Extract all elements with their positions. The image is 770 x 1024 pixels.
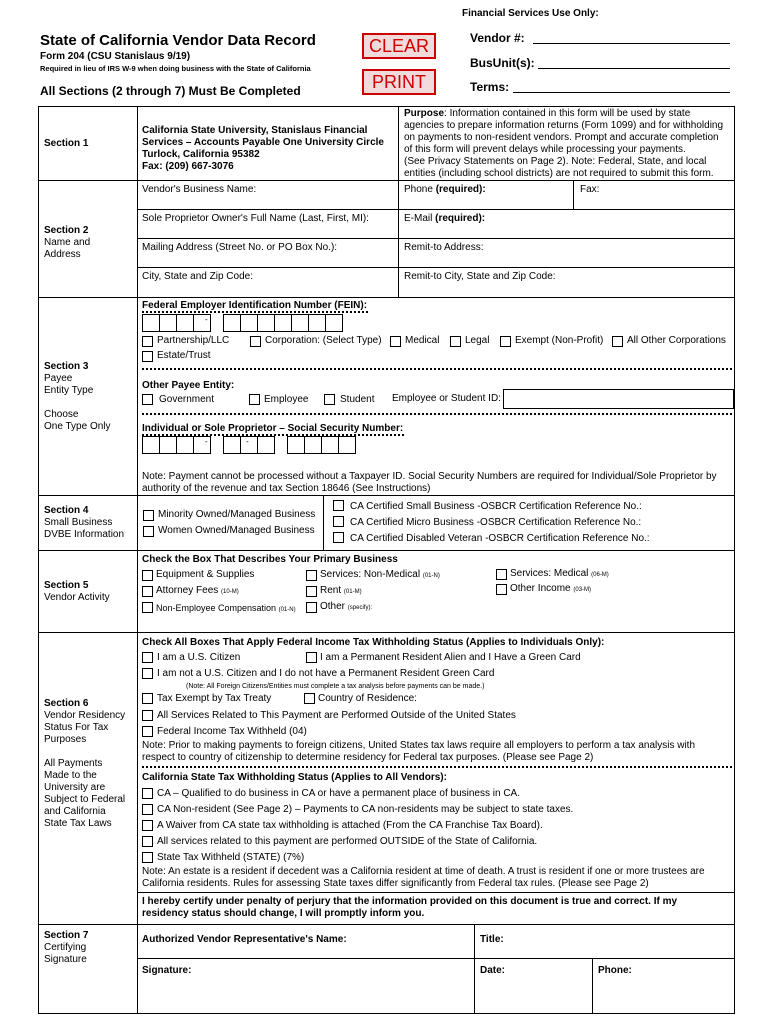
fein-label: Federal Employer Identification Number (FEIN): <box>142 300 368 311</box>
ca-waiver-label: A Waiver from CA state tax withholding is attached (From the CA Franchise Tax Board). <box>157 820 543 831</box>
print-button[interactable]: PRINT <box>362 69 436 95</box>
exempt-corp-checkbox[interactable] <box>500 336 511 347</box>
choose-label-1: Choose <box>44 409 79 420</box>
equipment-checkbox[interactable] <box>142 570 153 581</box>
section6-note-6: State Tax Laws <box>44 818 112 829</box>
state-withheld-label: State Tax Withheld (STATE) (7%) <box>157 852 305 863</box>
section4-top <box>38 495 735 496</box>
us-citizen-checkbox[interactable] <box>142 652 153 663</box>
section7-sublabel-1: Certifying <box>44 942 87 953</box>
rent-text: Rent <box>320 585 342 596</box>
section7-sublabel-2: Signature <box>44 954 87 965</box>
purpose-line2: agencies to prepare information returns (Form 1099) and for withholding <box>404 120 724 131</box>
city-state-zip-field[interactable]: City, State and Zip Code: <box>142 271 253 282</box>
student-label: Student <box>340 394 375 405</box>
country-residence-checkbox[interactable] <box>304 693 315 704</box>
outside-ca-checkbox[interactable] <box>142 836 153 847</box>
taxpayer-note-1: Note: Payment cannot be processed without a Taxpayer ID. Social Security Numbers are required for Individual/Sole Proprietor by <box>142 471 717 482</box>
rent-code: (01-M) <box>343 589 362 595</box>
sec7-row-divider <box>137 958 735 959</box>
sec2-row2-bottom <box>137 238 735 239</box>
mailing-address-field[interactable]: Mailing Address (Street No. or PO Box No.): <box>142 242 338 253</box>
busunit-line[interactable] <box>538 68 730 69</box>
section-label-divider <box>137 106 138 1014</box>
csu-address-line2: Services – Accounts Payable One University Circle <box>142 137 384 148</box>
section6-note-1: All Payments <box>44 758 103 769</box>
ca-withholding-heading: California State Tax Withholding Status (Applies to All Vendors): <box>142 772 447 783</box>
clear-button[interactable]: CLEAR <box>362 33 436 59</box>
services-medical-code: (06-M) <box>591 572 609 578</box>
non-employee-comp-text: Non-Employee Compensation <box>156 603 277 613</box>
section4-sublabel-2: DVBE Information <box>44 529 125 540</box>
sec2-row3-bottom <box>137 267 735 268</box>
corporation-label: Corporation: (Select Type) <box>265 335 382 346</box>
office-use-label: Financial Services Use Only: <box>462 8 599 19</box>
services-nonmedical-label <box>320 569 440 582</box>
other-activity-checkbox[interactable] <box>306 602 317 613</box>
services-medical-text: Services: Medical <box>510 568 589 579</box>
purpose-line5: (See Privacy Statements on Page 2). Note: Federal, State, and local <box>404 156 707 167</box>
ca-nonresident-checkbox[interactable] <box>142 804 153 815</box>
state-withheld-checkbox[interactable] <box>142 852 153 863</box>
federal-withheld-label: Federal Income Tax Withheld (04) <box>157 726 307 737</box>
terms-line[interactable] <box>513 92 730 93</box>
section6-note-2: Made to the <box>44 770 97 781</box>
federal-note-2: respect to country of citizenship to determine residency for Federal tax purposes. (Please see Page 2) <box>142 752 594 763</box>
other-corp-label: All Other Corporations <box>627 335 726 346</box>
estate-trust-label: Estate/Trust <box>157 350 211 361</box>
federal-withheld-checkbox[interactable] <box>142 726 153 737</box>
email-required: (required): <box>435 213 486 224</box>
medical-corp-checkbox[interactable] <box>390 336 401 347</box>
section3-top <box>38 297 735 298</box>
section7-label: Section 7 <box>44 930 89 941</box>
section5-sublabel: Vendor Activity <box>44 592 110 603</box>
exempt-corp-label: Exempt (Non-Profit) <box>515 335 604 346</box>
fax-field[interactable]: Fax: <box>580 184 600 195</box>
section3-sublabel-2: Entity Type <box>44 385 94 396</box>
form-bottom-border <box>38 1013 735 1014</box>
minority-owned-checkbox[interactable] <box>143 510 154 521</box>
vendor-number-label: Vendor #: <box>470 31 525 45</box>
section4-sublabel-1: Small Business <box>44 517 113 528</box>
government-checkbox[interactable] <box>142 394 153 405</box>
busunit-label: BusUnit(s): <box>470 56 535 70</box>
ca-small-business-checkbox[interactable] <box>333 500 344 511</box>
corporation-checkbox[interactable] <box>250 336 261 347</box>
section6-note-3: University are <box>44 782 106 793</box>
email-field[interactable] <box>404 213 485 225</box>
services-medical-label <box>510 568 609 581</box>
email-label: E-Mail <box>404 213 433 224</box>
tax-treaty-label: Tax Exempt by Tax Treaty <box>157 693 272 704</box>
permanent-resident-label: I am a Permanent Resident Alien and I Have a Green Card <box>320 652 581 663</box>
section2-top <box>38 180 735 181</box>
partnership-label: Partnership/LLC <box>157 335 230 346</box>
attorney-fees-label <box>156 585 239 598</box>
ca-nonresident-label: CA Non-resident (See Page 2) – Payments to CA non-residents may be subject to state taxes. <box>157 804 574 815</box>
section6-top <box>38 632 735 633</box>
remit-city-field[interactable]: Remit-to City, State and Zip Code: <box>404 271 556 282</box>
permanent-resident-checkbox[interactable] <box>306 652 317 663</box>
title-field[interactable]: Title: <box>480 934 504 945</box>
federal-note-1: Note: Prior to making payments to foreign citizens, United States tax laws require all employers to perform a tax analysis with <box>142 740 696 751</box>
country-residence-label: Country of Residence: <box>318 693 417 704</box>
employee-checkbox[interactable] <box>249 394 260 405</box>
section2-sublabel-2: Address <box>44 249 81 260</box>
section5-label: Section 5 <box>44 580 89 591</box>
partnership-checkbox[interactable] <box>142 336 153 347</box>
purpose-line3: on payments to non-resident vendors. Prompt and accurate completion <box>404 132 719 143</box>
other-income-checkbox[interactable] <box>496 584 507 595</box>
other-activity-text: Other <box>320 601 346 612</box>
rent-checkbox[interactable] <box>306 586 317 597</box>
signer-phone-field[interactable]: Phone: <box>598 965 632 976</box>
services-nonmedical-checkbox[interactable] <box>306 570 317 581</box>
ca-micro-business-checkbox[interactable] <box>333 516 344 527</box>
legal-corp-checkbox[interactable] <box>450 336 461 347</box>
csu-address-line1: California State University, Stanislaus Financial <box>142 125 368 136</box>
outside-ca-label: All services related to this payment are performed OUTSIDE of the State of California. <box>157 836 538 847</box>
certify-top-line <box>137 892 735 893</box>
form-right-border <box>734 106 735 1014</box>
women-owned-checkbox[interactable] <box>143 526 154 537</box>
ca-small-business-label: CA Certified Small Business -OSBCR Certification Reference No.: <box>350 501 642 512</box>
purpose-text-1: : Information contained in this form will be used by state <box>444 108 691 119</box>
section2-sublabel-1: Name and <box>44 237 91 248</box>
purpose-label: Purpose <box>404 108 445 119</box>
choose-label-2: One Type Only <box>44 421 111 432</box>
taxpayer-note-2: authority of the revenue and tax Section 18646 (See Instructions) <box>142 483 431 494</box>
attorney-fees-code: (10-M) <box>221 589 239 595</box>
not-us-citizen-checkbox[interactable] <box>142 668 153 679</box>
employee-label: Employee <box>264 394 309 405</box>
business-name-field[interactable]: Vendor's Business Name: <box>142 184 257 195</box>
section5-top <box>38 550 735 551</box>
rent-label <box>320 585 362 598</box>
student-checkbox[interactable] <box>324 394 335 405</box>
certify-statement-2: residency status should change, I will promptly inform you. <box>142 908 425 919</box>
sec6-separator <box>142 766 732 768</box>
form-left-border <box>38 106 39 1014</box>
other-payee-label: Other Payee Entity: <box>142 380 235 391</box>
fein-underline <box>142 311 368 313</box>
section3-label: Section 3 <box>44 361 89 372</box>
authorized-name-field[interactable]: Authorized Vendor Representative's Name: <box>142 934 347 945</box>
us-citizen-label: I am a U.S. Citizen <box>157 652 241 663</box>
sec7-col-divider-1 <box>474 924 475 1013</box>
attorney-fees-text: Attorney Fees <box>156 585 219 596</box>
other-income-text: Other Income <box>510 583 571 594</box>
purpose-line1 <box>404 108 690 120</box>
non-employee-comp-label <box>156 602 296 616</box>
purpose-line4: of this form will prevent delays while processing your payments. <box>404 144 686 155</box>
legal-corp-label: Legal <box>465 335 490 346</box>
phone-fax-divider <box>573 180 574 209</box>
section1-label: Section 1 <box>44 138 89 149</box>
services-medical-checkbox[interactable] <box>496 569 507 580</box>
outside-us-checkbox[interactable] <box>142 710 153 721</box>
section6-note-5: and California <box>44 806 106 817</box>
ssn-dash-1: - <box>205 437 208 446</box>
signature-field[interactable]: Signature: <box>142 965 192 976</box>
csu-address-line3: Turlock, California 95382 <box>142 149 260 160</box>
section2-label: Section 2 <box>44 225 89 236</box>
csu-fax: Fax: (209) 667-3076 <box>142 161 234 172</box>
vendor-number-line[interactable] <box>533 43 730 44</box>
sec2-row1-bottom <box>137 209 735 210</box>
section7-top <box>38 924 735 925</box>
estate-trust-checkbox[interactable] <box>142 351 153 362</box>
section6-label: Section 6 <box>44 698 89 709</box>
phone-label: Phone <box>404 184 433 195</box>
remit-address-field[interactable]: Remit-to Address: <box>404 242 484 253</box>
tax-treaty-checkbox[interactable] <box>142 693 153 704</box>
services-nonmedical-text: Services: Non-Medical <box>320 569 421 580</box>
primary-business-heading: Check the Box That Describes Your Primary Business <box>142 554 398 565</box>
form-top-border <box>38 106 735 107</box>
section6-sublabel-2: Status For Tax <box>44 722 109 733</box>
equipment-label: Equipment & Supplies <box>156 569 255 580</box>
foreign-citizen-note: (Note: All Foreign Citizens/Entities must complete a tax analysis before payments can be made.) <box>186 683 485 690</box>
form-title: State of California Vendor Data Record <box>40 32 316 49</box>
section3-sublabel-1: Payee <box>44 373 73 384</box>
ca-waiver-checkbox[interactable] <box>142 820 153 831</box>
other-activity-spec: (specify): <box>347 605 373 611</box>
other-income-label <box>510 583 591 596</box>
employee-student-id-label: Employee or Student ID: <box>392 393 501 404</box>
purpose-line6: entities (including school districts) are not required to submit this form. <box>404 168 714 179</box>
sec3-separator-2 <box>142 413 732 415</box>
attorney-fees-checkbox[interactable] <box>142 586 153 597</box>
ca-qualified-checkbox[interactable] <box>142 788 153 799</box>
minority-owned-label: Minority Owned/Managed Business <box>158 509 316 520</box>
fein-digit-boxes[interactable] <box>142 314 342 332</box>
ca-note-2: California residents. Rules for assessing State taxes differ significantly from Federal tax rules. (Please see Page 2) <box>142 878 649 889</box>
ssn-label: Individual or Sole Proprietor – Social Security Number: <box>142 423 404 434</box>
certify-statement-1: I hereby certify under penalty of perjury that the information provided on this document is true and correct. If my <box>142 896 678 907</box>
sole-proprietor-name-field[interactable]: Sole Proprietor Owner's Full Name (Last, First, MI): <box>142 213 369 224</box>
date-field[interactable]: Date: <box>480 965 506 976</box>
ca-qualified-label: CA – Qualified to do business in CA or have a permanent place of business in CA. <box>157 788 520 799</box>
other-activity-label <box>320 601 372 614</box>
fein-dash: - <box>205 315 208 324</box>
form-number: Form 204 (CSU Stanislaus 9/19) <box>40 51 191 62</box>
non-employee-comp-checkbox[interactable] <box>142 602 153 613</box>
ca-note-1: Note: An estate is a resident if decedent was a California resident at time of death. A trust is resident if one or more trustees are <box>142 866 705 877</box>
sec3-separator-1 <box>142 368 732 370</box>
sec7-col-divider-2 <box>592 958 593 1013</box>
ca-dvbe-checkbox[interactable] <box>333 532 344 543</box>
phone-required: (required): <box>435 184 486 195</box>
employee-student-id-input[interactable] <box>503 389 734 409</box>
section6-note-4: Subject to Federal <box>44 794 126 805</box>
other-corp-checkbox[interactable] <box>612 336 623 347</box>
ca-micro-business-label: CA Certified Micro Business -OSBCR Certification Reference No.: <box>350 517 642 528</box>
services-nonmedical-code: (01-N) <box>422 573 440 579</box>
non-employee-comp-code: (01-N) <box>278 607 296 613</box>
ca-dvbe-label: CA Certified Disabled Veteran -OSBCR Certification Reference No.: <box>350 533 650 544</box>
section6-sublabel-3: Purposes <box>44 734 87 745</box>
section6-sublabel-1: Vendor Residency <box>44 710 126 721</box>
federal-withholding-heading: Check All Boxes That Apply Federal Income Tax Withholding Status (Applies to Individuals Only): <box>142 637 605 648</box>
sec4-divider <box>323 495 324 550</box>
terms-label: Terms: <box>470 80 510 94</box>
not-us-citizen-label: I am not a U.S. Citizen and I do not have a Permanent Resident Green Card <box>157 668 495 679</box>
women-owned-label: Women Owned/Managed Business <box>158 525 315 536</box>
other-income-code: (03-M) <box>573 587 592 593</box>
outside-us-label: All Services Related to This Payment are Performed Outside of the United States <box>157 710 516 721</box>
section1-2-mid-divider <box>398 106 399 297</box>
ssn-dash-2: - <box>246 437 249 446</box>
section4-label: Section 4 <box>44 505 89 516</box>
medical-corp-label: Medical <box>405 335 440 346</box>
phone-field[interactable] <box>404 184 486 196</box>
government-label: Government <box>159 394 215 405</box>
all-sections-note: All Sections (2 through 7) Must Be Completed <box>40 84 301 98</box>
required-note: Required in lieu of IRS W-9 when doing business with the State of California <box>40 64 311 73</box>
